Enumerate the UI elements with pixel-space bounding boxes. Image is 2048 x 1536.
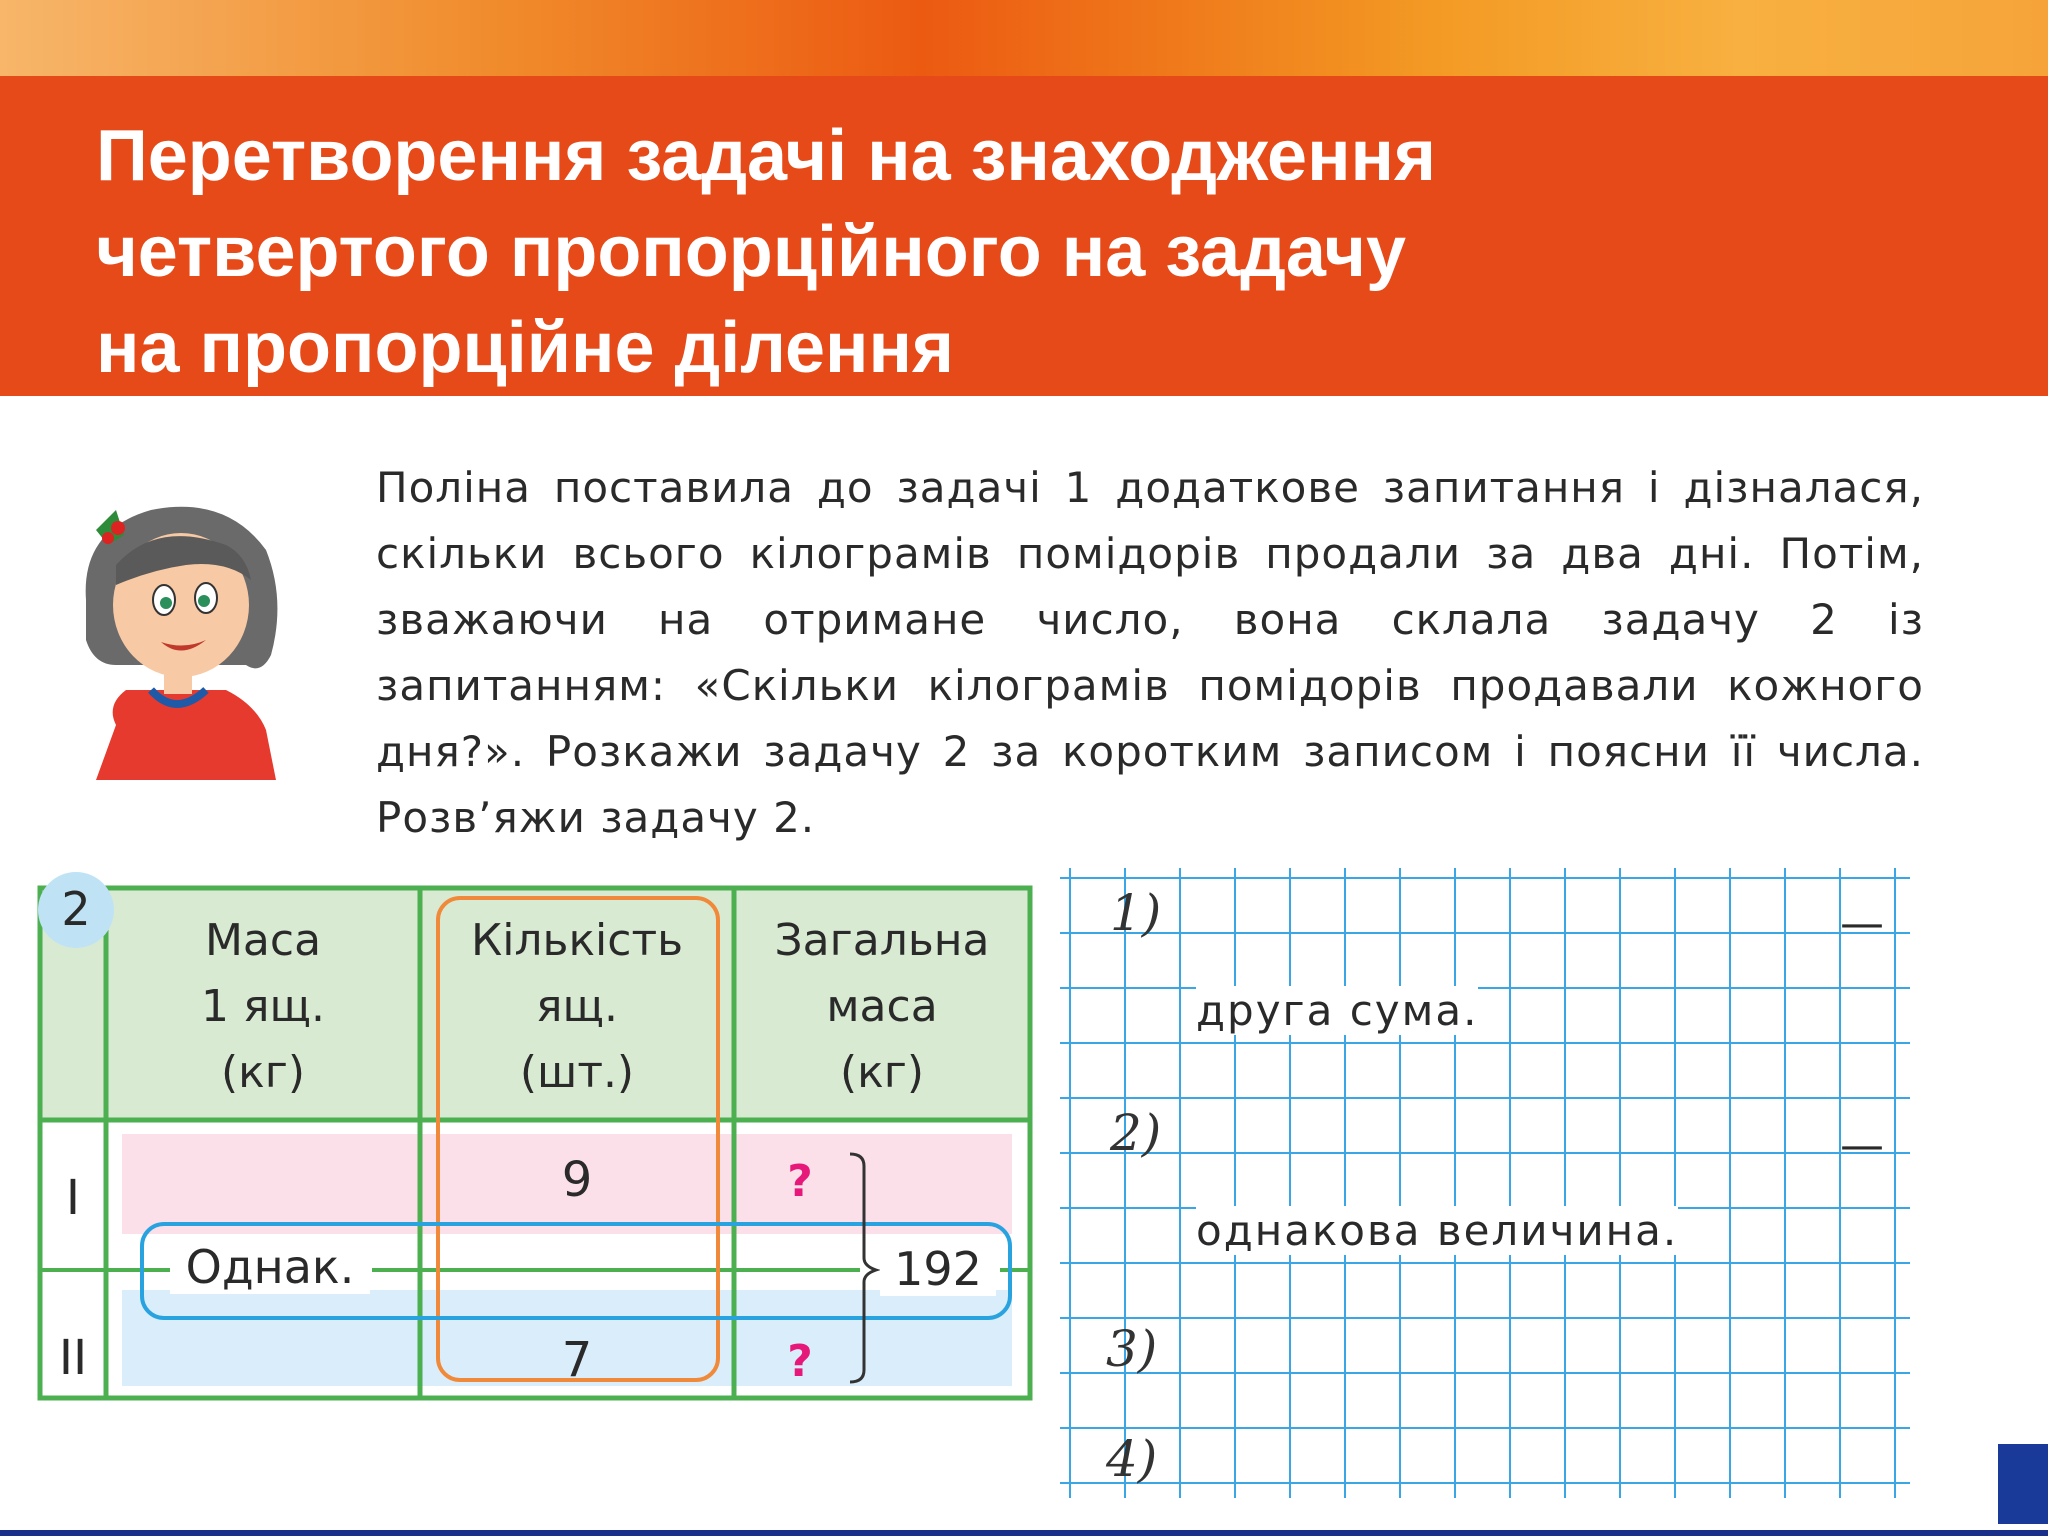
header-total-mass: Загальна маса (кг) bbox=[774, 915, 990, 1098]
corner-accent bbox=[1998, 1444, 2048, 1524]
short-record-table bbox=[0, 870, 1050, 1430]
solution-grid bbox=[1060, 868, 1930, 1508]
step-1-label: 1) bbox=[1110, 884, 1162, 942]
row1-count: 9 bbox=[561, 1152, 593, 1208]
row2-count: 7 bbox=[561, 1332, 593, 1388]
same-mass-label: Однак. bbox=[170, 1240, 370, 1294]
sum-value: 192 bbox=[880, 1242, 996, 1296]
note-same-quantity: однакова величина. bbox=[1196, 1206, 1679, 1255]
step-3-label: 3) bbox=[1106, 1320, 1158, 1378]
note-second-sum: друга сума. bbox=[1196, 986, 1479, 1035]
header-mass-one-box: Маса 1 ящ. (кг) bbox=[201, 915, 325, 1098]
header-box-count: Кількість ящ. (шт.) bbox=[470, 915, 684, 1098]
bottom-line bbox=[0, 1530, 2048, 1536]
row-label-1: I bbox=[65, 1170, 81, 1226]
step-2-label: 2) bbox=[1110, 1104, 1162, 1162]
step-4-label: 4) bbox=[1106, 1430, 1158, 1488]
girl-illustration bbox=[56, 490, 296, 780]
top-gradient-band bbox=[0, 0, 2048, 76]
task-number-badge: 2 bbox=[61, 882, 91, 936]
step-2-dash: — bbox=[1840, 1120, 1884, 1171]
row2-total-unknown: ? bbox=[787, 1336, 813, 1387]
slide-title: Перетворення задачі на знаходження четвертого пропорційного на задачу на пропорційне ділення bbox=[96, 116, 1437, 388]
step-1-dash: — bbox=[1840, 898, 1884, 949]
row-label-2: II bbox=[58, 1330, 88, 1386]
task-paragraph: Поліна поставила до задачі 1 додаткове запитання і дізналася, скільки всього кілограмів помідорів продали за два дні. Потім, зважаючи на отримане число, вона склала задачу 2 із запитанням: «Скільки кілограмів помідорів продавали кожного дня?». Розкажи задачу 2 за коротким записом і поясни її числа. Розв’яжи задачу 2. bbox=[376, 463, 1924, 842]
row1-total-unknown: ? bbox=[787, 1156, 813, 1207]
grid-lines bbox=[1060, 868, 1930, 1508]
